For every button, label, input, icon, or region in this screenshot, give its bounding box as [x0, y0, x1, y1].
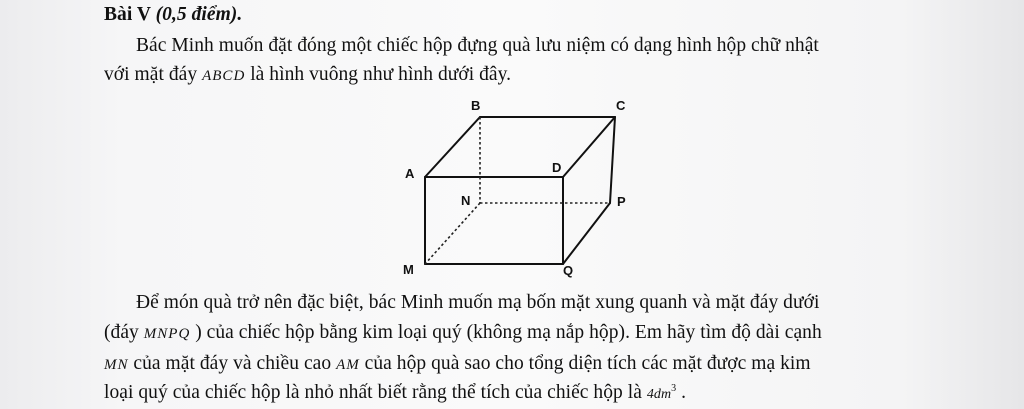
vertex-label-n: N	[461, 193, 471, 208]
edge-ab	[425, 117, 480, 177]
problem-heading	[104, 4, 242, 26]
task-text-volume-pre: loại quý của chiếc hộp là nhỏ nhất biết rằng thể tích của chiếc hộp là	[104, 382, 647, 403]
volume-value: 4dm	[646, 387, 672, 402]
heading-title: Bài V	[104, 4, 156, 25]
intro-line-2	[104, 64, 511, 86]
task-text-mid: của mặt đáy và chiều cao	[128, 353, 337, 374]
edge-qp	[563, 203, 610, 264]
intro-line-1: Bác Minh muốn đặt đóng một chiếc hộp đựng quà lưu niệm có dạng hình hộp chữ nhật	[136, 35, 819, 56]
edge-name-am: AM	[336, 357, 360, 373]
task-line-1: Để món quà trở nên đặc biệt, bác Minh muốn mạ bốn mặt xung quanh và mặt đáy dưới	[136, 292, 820, 313]
task-line-3	[104, 353, 811, 375]
vertex-label-a: A	[405, 166, 415, 181]
base-name-mnpq: MNPQ	[143, 326, 191, 342]
edge-dc	[563, 117, 615, 177]
cuboid-diagram	[395, 92, 645, 284]
vertex-label-q: Q	[563, 263, 574, 278]
task-line-2	[104, 322, 822, 344]
task-text-volume-post: .	[676, 382, 687, 403]
task-text-pre: (đáy	[104, 322, 144, 343]
box-figure	[395, 92, 645, 289]
vertex-label-c: C	[616, 98, 626, 113]
edge-name-mn: MN	[104, 357, 129, 373]
task-text-end: của hộp quà sao cho tổng diện tích các mặt được mạ kim	[359, 353, 811, 374]
vertex-label-d: D	[552, 160, 562, 175]
heading-points: (0,5 điểm).	[155, 4, 243, 25]
hidden-edge-nm	[425, 203, 480, 264]
vertex-label-p: P	[617, 194, 626, 209]
task-line-4	[104, 382, 686, 404]
edge-cp	[610, 117, 615, 203]
task-text-post: ) của chiếc hộp bằng kim loại quý (không mạ nắp hộp). Em hãy tìm độ dài cạnh	[190, 322, 822, 343]
vertex-label-m: M	[403, 262, 414, 277]
intro-text-pre: với mặt đáy	[104, 64, 203, 85]
volume-exponent: 3	[671, 383, 677, 394]
base-name-abcd: ABCD	[202, 68, 246, 84]
intro-text-post: là hình vuông như hình dưới đây.	[245, 64, 512, 85]
vertex-label-b: B	[471, 98, 481, 113]
